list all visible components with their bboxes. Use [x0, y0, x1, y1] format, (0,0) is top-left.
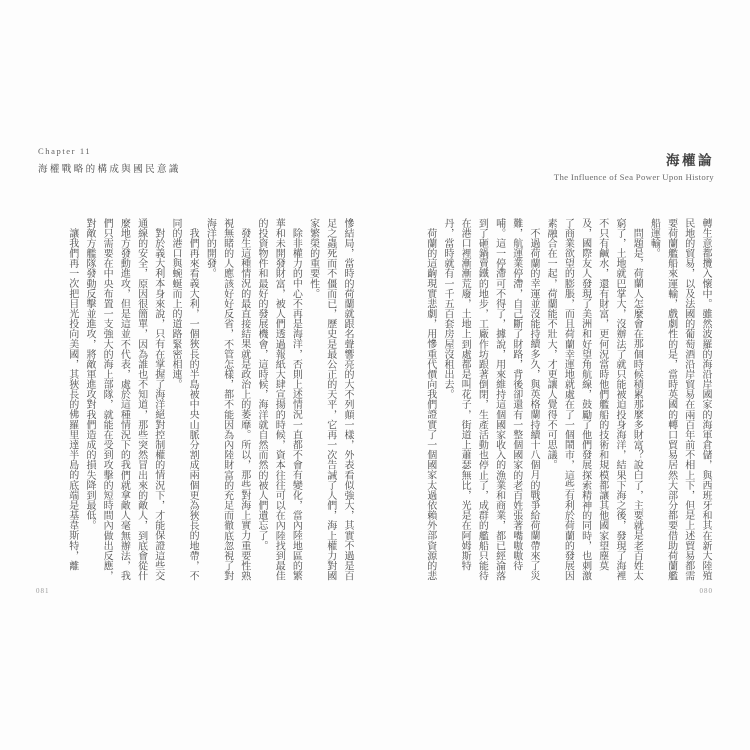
left-page-body-text [64, 218, 356, 581]
paragraph: 慘結局，當時的荷蘭就跟名聲響亮的大不列顛一樣，外表看似強大，其實不過是百足之蟲死而不僵而已，歷史是最公正的天平，它再一次告誡了人們，海上權力對國家繁榮的重要性。 [307, 218, 353, 581]
paragraph: 除非權力的中心不再是海洋，否則上述情況一直都不會有變化，當內陸地區的繁華和未開發財富，被人們透過報紙大肆宣揚的時候，資本往往可以在內陸找到最佳的投資物件和最好的發展機會，這時候，海洋就自然而然的被人們遺忘了。 [255, 218, 302, 581]
paragraph: 問題是，荷蘭人怎麼會在那個時候積累那麼多財富？說白了，主要就是老百姓太窮了，土地就巴掌大，沒辦法了就只能被迫投身海洋，結果下海之後，發現了海裡不只有鹹水，還有財富，更何況當時他們艦船的技術和規模都讓其他國家望塵莫及，國際友人發現了美洲和好望角航線，鼓勵了他們發展探索精神的同時，也刺激了商業欲望的膨脹，而且荷蘭幸運地就處在了一個鬧市，這些有利於荷蘭的發展因素融合在一起，荷蘭能不壯大，才更讓人覺得不可思議。 [545, 218, 643, 581]
chapter-title: 海權戰略的構成與國民意識 [38, 165, 181, 175]
left-page-header [38, 146, 181, 175]
paragraph: 轉生意都攬入懷中。雖然波羅的海沿岸國家的海軍倉儲，與西班牙和其在新大陸殖民地的貿易，以及法國的葡萄酒沿岸貿易在兩百年前不相上下，但是上述貿易都需要荷蘭艦船來運輸，戲劇性的是，當時英國的轉口貿易居然大部分都要借助荷蘭艦船運輸。 [648, 218, 711, 581]
chapter-label: Chapter 11 [38, 146, 92, 156]
paragraph: 荷蘭的這齣現實悲劇，用慘重代價向我們證實了一個國家太過依賴外部資源的悲 [424, 228, 436, 581]
right-page-number: 080 [699, 587, 713, 595]
book-title-english: The Influence of Sea Power Upon History [553, 172, 714, 182]
paragraph: 我們再來看義大利，一個狹長的半島被中央山脈分割成兩個更為狹長的地帶，不同的港口與蜿蜒而上的道路緊密相連。 [169, 218, 199, 581]
left-page-number: 081 [36, 587, 50, 595]
right-page-body-text [422, 218, 714, 581]
paragraph: 對於義大利本身來說，只有在掌握了海洋絕對控制權的情況下，才能保證這些交通線的安全，原因很簡單，因為誰也不知道，那些突然冒出來的敵人，到底會從什麼地方發動進攻，但是這並不代表，處於這種情況下的我們就拿敵人毫無辦法，我們只需要在中央布置一支強大的海上部隊，就能在受到攻擊的短時間內做出反應，對敵方艦隊發動反擊並進攻，將敵軍進攻對我們造成的損失降到最低。 [83, 218, 164, 581]
paragraph: 不過荷蘭的幸運並沒能持續多久，與英格蘭持續十八個月的戰爭給荷蘭帶來了災難，航運業停滯，自己斷了財路，背後卻還有一整個國家的老百姓張著嘴嗷嗷待哺。這一停滯可不得了，據說，用來維持這個國家收入的漁業和商業，都已經淪落到了砸鍋賣鐵的地步，工廠作坊跟著倒閉，生產活動也停止了，成群的艦船只能待在港口裡漸漸荒廢，土地上到處都是叫花子，街道上蕭瑟無比，光是在阿姆斯特丹，當時就有一千五百套房屋沒租出去。 [441, 218, 539, 581]
right-page-header [554, 149, 714, 182]
paragraph: 讓我們再一次把目光投向美國，其狹長的佛羅里達半島的底端是基韋斯特，離 [66, 228, 78, 571]
book-title-chinese: 海權論 [666, 153, 714, 168]
paragraph: 發生這種情況的最直接結果就是政治上的萎靡。所以，那些對海上實力重要性熟視無睹的人應該好好反省，不管怎樣，都不能因為內陸財富的充足而徹底忽視了對海洋的開發。 [204, 218, 250, 581]
